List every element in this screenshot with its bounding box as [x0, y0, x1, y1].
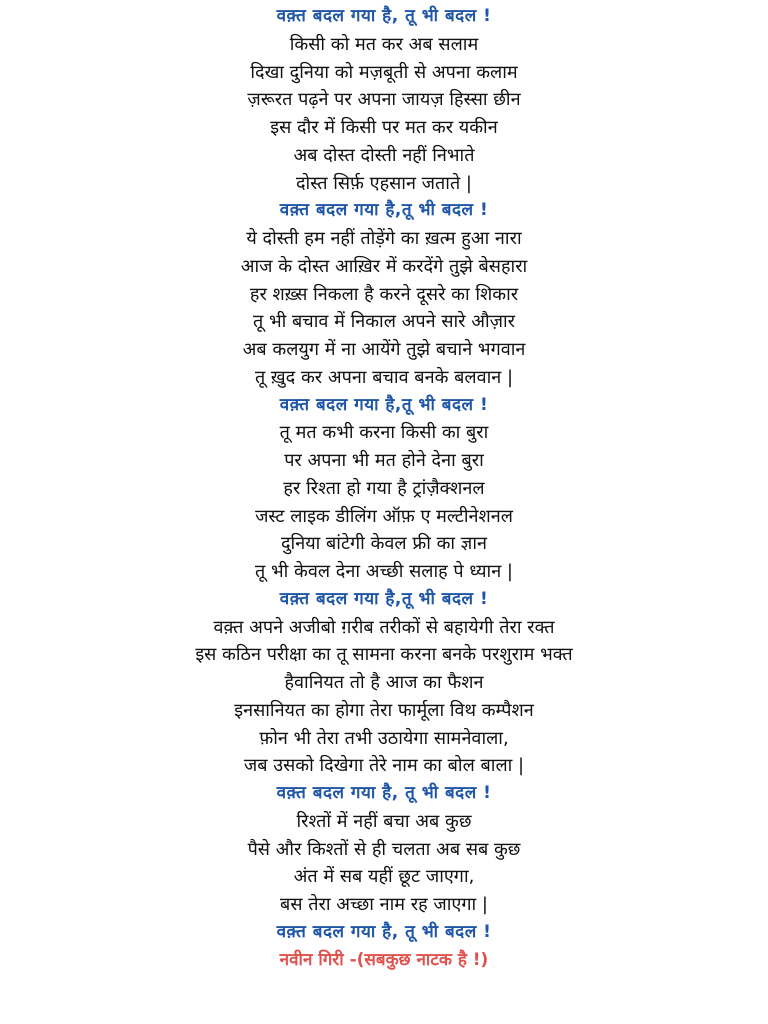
refrain-line: वक़्त बदल गया है,तू भी बदल ! [279, 200, 489, 221]
refrain-line: वक़्त बदल गया है, तू भी बदल ! [276, 921, 492, 942]
poem-line: ज़रूरत पढ़ने पर अपना जायज़ हिस्सा छीन [247, 89, 521, 111]
poem-line: हैवानियत तो है आज का फैशन [284, 672, 484, 693]
poem-line: हर शख़्स निकला है करने दूसरे का शिकार [249, 283, 519, 305]
poem-line: आज के दोस्त आख़िर में करदेंगे तुझे बेसहारा [240, 255, 528, 277]
poem-line: दिखा दुनिया को मज़बूती से अपना कलाम [250, 61, 518, 83]
poem-line: तू ख़ुद कर अपना बचाव बनके बलवान | [254, 366, 514, 388]
poem-line: वक़्त अपने अजीबो ग़रीब तरीकों से बहायेगी तेरा रक्त [213, 616, 555, 638]
poem-line: जस्ट लाइक डीलिंग ऑफ़ ए मल्टीनेशनल [255, 505, 513, 527]
poem-line: तू मत कभी करना किसी का बुरा [279, 422, 489, 444]
refrain-line: वक़्त बदल गया है, तू भी बदल ! [276, 783, 492, 803]
poem-line: इस कठिन परीक्षा का तू सामना करना बनके परशुराम भक्त [195, 644, 573, 666]
poem-line: इनसानियत का होगा तेरा फार्मूला विथ कम्पैशन [234, 699, 534, 721]
poem-line: इस दौर में किसी पर मत कर यकीन [270, 117, 498, 138]
poem-line: अब कलयुग में ना आयेंगे तुझे बचाने भगवान [242, 339, 526, 360]
poem-line: फ़ोन भी तेरा तभी उठायेगा सामनेवाला, [259, 727, 509, 749]
poem-line: अंत में सब यहीं छूट जाएगा, [293, 866, 475, 888]
poem-line: जब उसको दिखेगा तेरे नाम का बोल बाला | [243, 755, 525, 777]
poem-line: किसी को मत कर अब सलाम [289, 33, 479, 55]
poem-line: बस तेरा अच्छा नाम रह जाएगा | [280, 894, 488, 915]
poem-line: ये दोस्ती हम नहीं तोड़ेंगे का ख़त्म हुआ नारा [246, 228, 522, 249]
refrain-line: वक़्त बदल गया है,तू भी बदल ! [279, 588, 489, 609]
poem-line: दोस्त सिर्फ़ एहसान जताते | [295, 172, 472, 194]
refrain-line: वक़्त बदल गया है,तू भी बदल ! [279, 394, 489, 415]
poem-line: पर अपना भी मत होने देना बुरा [284, 450, 484, 471]
poem-line: पैसे और किश्तों से ही चलता अब सब कुछ [247, 838, 521, 860]
poem-line: हर रिश्ता हो गया है ट्रांज़ैक्शनल [283, 477, 485, 499]
poem-line: दुनिया बांटेगी केवल फ्री का ज्ञान [281, 533, 487, 555]
author-signature: नवीन गिरी -(सबकुछ नाटक है !) [279, 949, 489, 970]
refrain-line: वक़्त बदल गया है, तू भी बदल ! [276, 6, 492, 26]
poem-line: रिश्तों में नहीं बचा अब कुछ [296, 810, 472, 832]
poem-line: तू भी बचाव में निकाल अपने सारे औज़ार [252, 311, 516, 333]
poem-line: तू भी केवल देना अच्छी सलाह पे ध्यान | [255, 561, 513, 582]
poem-line: अब दोस्त दोस्ती नहीं निभाते [293, 144, 475, 166]
